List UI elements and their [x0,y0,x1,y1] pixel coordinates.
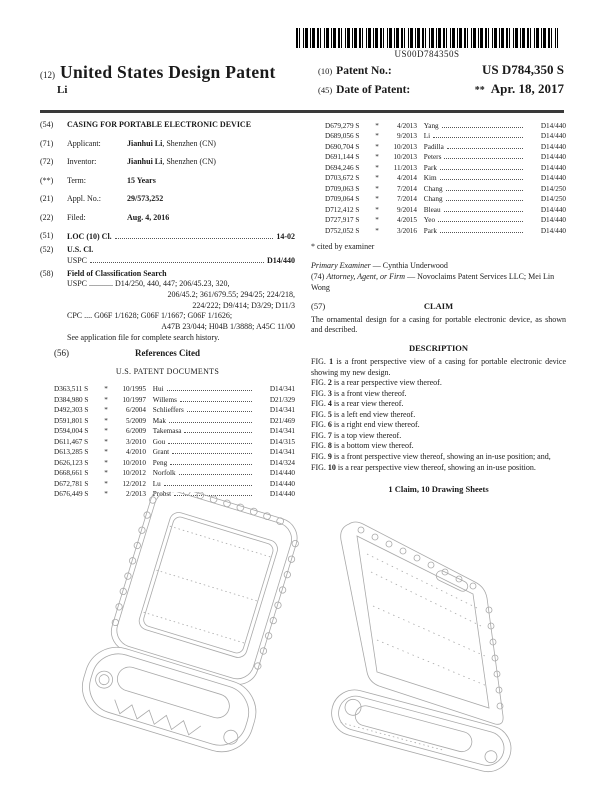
reference-date: 6/2004 [126,406,146,415]
reference-date: 11/2013 [393,163,417,172]
field-52-number: (52) [40,244,54,254]
reference-row [325,172,566,182]
field-value [127,194,295,205]
dotted-leader [184,425,252,433]
reference-date: 6/2009 [126,427,146,436]
field-value [127,213,295,224]
reference-class: D14/440 [540,174,566,183]
reference-number: D703,672 S [325,174,360,183]
reference-name: Mak [151,416,166,425]
reference-number: D676,449 S [54,490,89,499]
classification-line: 224/222; D9/414; D3/29; D11/3 [192,300,295,310]
figure-description-line: FIG. 4 is a rear view thereof. [311,399,404,409]
dotted-leader [115,231,274,239]
claim-title: CLAIM [423,300,454,311]
reference-class: D14/440 [540,226,566,235]
dotted-leader [179,467,252,475]
figure-description-line: FIG. 10 is a rear perspective view thereof, showing an in-use position. [311,462,536,472]
references-table-left [40,383,295,498]
reference-class: D14/250 [540,195,566,204]
reference-row [54,394,295,404]
reference-row [54,446,295,456]
reference-number: D668,661 S [54,469,89,478]
dotted-leader [446,193,523,201]
reference-name: Yang [422,122,439,130]
field-number: (22) [40,212,54,222]
bibliographic-field [40,139,295,150]
kind-code-number: (12) [40,70,55,80]
field-label: Term: [67,175,86,185]
reference-cited-flag: * [375,174,379,183]
reference-number: D594,004 S [54,427,89,436]
reference-class: D14/440 [540,205,566,214]
us-patent-documents-subtitle: U.S. PATENT DOCUMENTS [115,366,220,376]
reference-class: D14/315 [269,437,295,446]
reference-name: Yeo [422,216,436,225]
field-value-rest: , Shenzhen (CN) [162,157,216,167]
reference-row [54,404,295,414]
field-value [127,139,295,150]
reference-row [325,130,566,140]
reference-cited-flag: * [104,427,108,436]
classification-line: CPC .... G06F 1/1628; G06F 1/1667; G06F 1/1626; [67,311,233,321]
reference-row [54,457,295,467]
claims-sheets-footer: 1 Claim, 10 Drawing Sheets [388,484,489,495]
us-cl-label: U.S. Cl. [67,244,94,254]
invention-title: CASING FOR PORTABLE ELECTRONIC DEVICE [67,120,252,129]
dotted-leader [442,120,523,128]
reference-row [325,162,566,172]
reference-date: 5/2009 [126,416,146,425]
reference-name: Grant [151,448,170,457]
reference-class: D14/341 [269,448,295,457]
barcode-block [296,28,558,59]
field-value-bold: Jianhui Li [127,138,163,148]
figure-description-line: FIG. 2 is a rear perspective view thereof. [311,378,442,388]
dotted-leader [168,436,252,444]
reference-row [325,151,566,161]
reference-number: D492,303 S [54,406,89,415]
reference-row [54,383,295,393]
reference-cited-flag: * [104,490,108,499]
field-54-number: (54) [40,120,54,129]
reference-cited-flag: * [104,469,108,478]
reference-row [325,120,566,130]
reference-date: 10/2010 [122,458,146,467]
dotted-leader [438,214,523,222]
barcode [296,28,558,48]
reference-name: Willems [151,395,177,404]
header-rule [40,110,564,113]
cited-stars: ** [474,85,485,96]
reference-class: D14/440 [269,490,295,499]
reference-name: Bleau [422,205,441,214]
reference-class: D14/440 [540,216,566,225]
reference-date: 10/1997 [122,395,146,404]
description-title: DESCRIPTION [408,342,469,353]
reference-class: D14/440 [540,142,566,151]
dotted-leader [447,141,523,149]
date-label: Date of Patent: [336,84,411,96]
figure-description-line: FIG. 7 is a top view thereof. [311,430,402,440]
reference-name: Padilla [422,142,444,151]
field-number: (72) [40,157,54,167]
reference-date: 4/2015 [397,216,417,225]
left-column [40,120,295,499]
field-57-number: (57) [311,300,326,311]
dotted-leader [170,457,252,465]
reference-row [325,193,566,203]
reference-cited-flag: * [375,195,379,204]
reference-row [325,141,566,151]
reference-row [54,425,295,435]
bibliographic-field [40,213,295,224]
reference-date: 7/2014 [397,195,417,204]
dotted-leader [167,383,252,391]
reference-name: Park [422,226,437,235]
patent-no-value: US D784,350 S [482,62,564,77]
reference-name: Kim [422,174,437,183]
field-value [127,176,295,187]
reference-class: D14/440 [540,122,566,130]
classification-line: USPC ............ D14/250, 440, 447; 206/45.23, 320, [67,279,230,289]
reference-number: D679,279 S [325,122,360,130]
reference-name: Probst [151,490,172,499]
reference-number: D591,801 S [54,416,89,425]
reference-number: D694,246 S [325,163,360,172]
reference-row [325,225,566,235]
figure-descriptions [311,357,566,473]
reference-cited-flag: * [375,163,379,172]
reference-name: Peters [422,153,442,162]
reference-number: D709,064 S [325,195,360,204]
reference-row [54,415,295,425]
figure-description-line: FIG. 9 is a front perspective view thereof, showing an in-use position; and, [311,451,551,461]
reference-number: D672,781 S [54,479,89,488]
field-number: (71) [40,138,54,148]
field-number: (21) [40,194,54,204]
patent-header [40,62,564,100]
reference-name: Schlieffers [151,406,184,415]
attorney-label: Attorney, Agent, or Firm [326,272,406,282]
reference-cited-flag: * [104,395,108,404]
reference-date: 3/2016 [397,226,417,235]
field-value-bold: Aug. 4, 2016 [127,212,170,222]
reference-date: 10/2013 [393,142,417,151]
reference-cited-flag: * [375,142,379,151]
loc-label: LOC (10) Cl. [67,232,112,242]
dotted-leader [444,204,523,212]
references-table-right [311,120,566,235]
figure-description-line: FIG. 6 is a right end view thereof. [311,420,420,430]
figure-description-line: FIG. 1 is a front perspective view of a casing for portable electronic device showing my new design. [311,357,567,377]
reference-class: D14/341 [269,385,295,394]
classification-line: A47B 23/044; H04B 1/3888; A45C 11/00 [161,321,295,331]
reference-cited-flag: * [375,205,379,214]
reference-cited-flag: * [375,184,379,193]
figure-front-perspective [73,492,313,792]
page-title: United States Design Patent [60,62,276,82]
dotted-leader [164,478,252,486]
reference-name: Park [422,163,437,172]
primary-examiner-line [311,261,566,272]
reference-class: D14/440 [269,479,295,488]
reference-date: 7/2014 [397,184,417,193]
reference-cited-flag: * [375,226,379,235]
reference-number: D611,467 S [54,437,89,446]
reference-row [325,204,566,214]
dotted-leader [187,404,252,412]
reference-date: 10/1995 [122,385,146,394]
patent-no-code: (10) [318,66,333,76]
reference-class: D21/329 [269,395,295,404]
reference-name: Hui [151,385,164,394]
reference-class: D14/324 [269,458,295,467]
reference-cited-flag: * [104,479,108,488]
attorney-value: Novoclaims Patent Services LLC; Mei Lin Wong [311,272,555,292]
reference-number: D709,063 S [325,184,360,193]
reference-number: D690,704 S [325,142,360,151]
reference-date: 10/2012 [122,469,146,478]
reference-number: D691,144 S [325,153,360,162]
field-51-number: (51) [40,231,54,241]
references-cited-title: References Cited [134,347,201,358]
dotted-leader [440,162,523,170]
reference-number: D712,412 S [325,205,360,214]
bibliographic-field [40,157,295,168]
reference-cited-flag: * [375,122,379,130]
primary-examiner-label: Primary Examiner [311,260,371,270]
reference-class: D14/341 [269,406,295,415]
field-value-bold: 29/573,252 [127,194,164,204]
reference-number: D727,917 S [325,216,360,225]
reference-name: Chang [422,195,443,204]
uspc-value: D14/440 [267,256,295,266]
reference-class: D14/250 [540,184,566,193]
dotted-leader [433,130,523,138]
field-value [127,157,295,168]
figure-description-line: FIG. 8 is a bottom view thereof. [311,441,414,451]
barcode-text: US00D784350S [394,49,460,59]
reference-cited-flag: * [375,132,379,141]
field-number: (**) [40,175,54,185]
separator-dash: — [407,272,416,282]
drawing-sheet [0,492,600,792]
field-value-bold: Jianhui Li [127,157,163,167]
patent-no-label: Patent No.: [336,65,392,77]
field-value-rest: , Shenzhen (CN) [162,138,216,148]
reference-date: 9/2013 [397,132,417,141]
reference-date: 2/2013 [126,490,146,499]
bibliographic-field [40,194,295,205]
bibliographic-fields [40,139,295,224]
classification-line: 206/45.2; 361/679.55; 294/25; 224/218, [167,290,295,300]
search-label: Field of Classification Search [67,268,167,278]
dotted-leader [180,394,252,402]
reference-row [54,478,295,488]
inventor-surname: Li [57,84,68,96]
dotted-leader [440,172,523,180]
attorney-line [311,272,566,293]
reference-class: D14/440 [540,132,566,141]
reference-class: D14/341 [269,427,295,436]
search-cpc-lines [67,311,295,332]
reference-date: 3/2010 [126,437,146,446]
reference-cited-flag: * [104,458,108,467]
figure-description-line: FIG. 3 is a front view thereof. [311,388,407,398]
reference-number: D613,285 S [54,448,89,457]
reference-number: D363,511 S [54,385,89,394]
field-value-bold: 15 Years [127,175,156,185]
date-code: (45) [318,85,333,95]
reference-cited-flag: * [104,385,108,394]
reference-name: Li [422,132,431,141]
reference-name: Chang [422,184,443,193]
reference-cited-flag: * [104,448,108,457]
reference-number: D752,052 S [325,226,360,235]
date-value [475,81,564,97]
reference-name: Lu [151,479,161,488]
field-label: Filed: [67,212,86,222]
dotted-leader [446,183,523,191]
reference-date: 12/2012 [122,479,146,488]
search-uspc-lines [67,279,295,311]
figure-rear-perspective [327,510,527,792]
reference-name: Peng [151,458,168,467]
field-label: Inventor: [67,157,97,167]
reference-class: D14/440 [269,469,295,478]
reference-date: 10/2013 [393,153,417,162]
cited-by-examiner-note: * cited by examiner [311,242,375,252]
reference-cited-flag: * [104,416,108,425]
reference-cited-flag: * [375,153,379,162]
dotted-leader [172,446,252,454]
bibliographic-field [40,176,295,187]
reference-cited-flag: * [104,406,108,415]
reference-class: D14/440 [540,163,566,172]
search-note: See application file for complete search history. [67,333,220,343]
reference-date: 4/2013 [397,122,417,130]
reference-date: 9/2014 [397,205,417,214]
loc-value: 14-02 [276,232,295,242]
reference-date: 4/2010 [126,448,146,457]
field-label: Applicant: [67,138,101,148]
reference-row [325,214,566,224]
primary-examiner-value: Cynthia Underwood [382,260,448,270]
date-text: Apr. 18, 2017 [490,81,564,96]
right-column [311,120,566,499]
dotted-leader [90,255,264,263]
claim-text: The ornamental design for a casing for portable electronic device, as shown and described. [311,314,566,335]
dotted-leader [440,225,523,233]
figure-description-line: FIG. 5 is a left end view thereof. [311,409,416,419]
reference-row [54,436,295,446]
field-56-number: (56) [54,347,69,358]
reference-class: D21/469 [269,416,295,425]
reference-name: Norfolk [151,469,176,478]
separator-dash: — [372,260,381,270]
reference-date: 4/2014 [397,174,417,183]
field-58-number: (58) [40,268,54,278]
reference-class: D14/440 [540,153,566,162]
reference-cited-flag: * [375,216,379,225]
reference-row [325,183,566,193]
dotted-leader [444,151,523,159]
reference-number: D689,056 S [325,132,360,141]
reference-number: D626,123 S [54,458,89,467]
dotted-leader [169,415,252,423]
reference-cited-flag: * [104,437,108,446]
reference-number: D384,980 S [54,395,89,404]
reference-row [54,467,295,477]
uspc-label: USPC [67,256,88,266]
field-label: Appl. No.: [67,194,101,204]
field-74-number: (74) [311,272,325,282]
reference-name: Gou [151,437,166,446]
reference-name: Takemasa [151,427,182,436]
